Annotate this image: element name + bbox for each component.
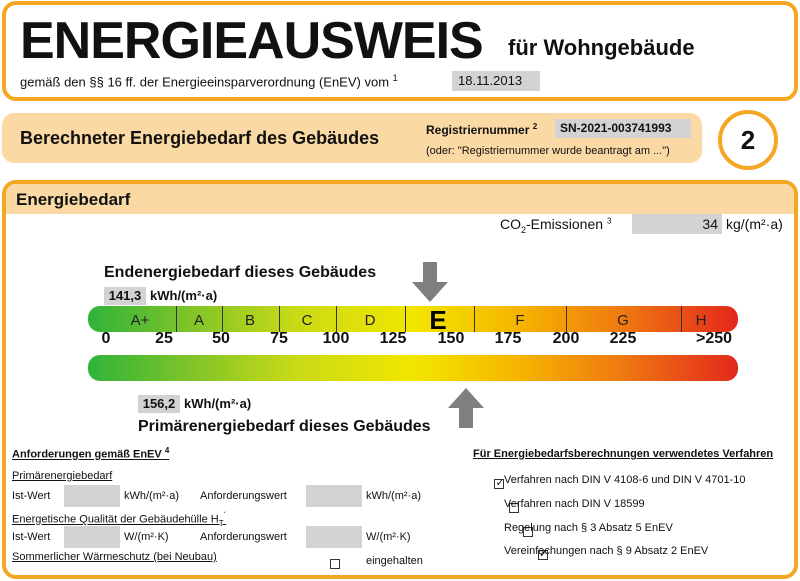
co2-suffix: -Emissionen bbox=[526, 216, 604, 232]
page-number-badge bbox=[718, 110, 778, 170]
scale-tick: 225 bbox=[609, 330, 637, 347]
header-box bbox=[2, 1, 798, 101]
primary-energy-unit: kWh/(m²·a) bbox=[184, 396, 252, 411]
end-energy-arrow-icon bbox=[412, 262, 448, 302]
class-label-e-current: E bbox=[429, 305, 447, 335]
class-label-b: B bbox=[244, 312, 256, 329]
energy-scale-bar-bottom bbox=[88, 355, 738, 381]
end-energy-value-field bbox=[104, 287, 146, 305]
primary-demand-heading: Primärenergiebedarf bbox=[12, 470, 113, 482]
scale-tick: 100 bbox=[322, 330, 350, 347]
energy-demand-header bbox=[6, 184, 794, 214]
scale-tick: 125 bbox=[379, 330, 407, 347]
procedure-checkbox-din4108[interactable] bbox=[494, 479, 504, 489]
class-label-a-plus: A+ bbox=[130, 312, 150, 329]
law-footnote: 1 bbox=[392, 73, 398, 83]
class-separator bbox=[474, 306, 475, 332]
co2-label-row bbox=[500, 216, 611, 235]
co2-value-field bbox=[632, 214, 722, 234]
page-number: 2 bbox=[740, 125, 756, 155]
primary-energy-value: 156,2 bbox=[142, 396, 176, 411]
quality-sub: T bbox=[218, 518, 224, 528]
co2-footnote: 3 bbox=[606, 216, 612, 226]
calculated-demand-title: Berechneter Energiebedarf des Gebäudes bbox=[20, 128, 380, 148]
class-label-h: H bbox=[695, 312, 707, 329]
scale-tick: 150 bbox=[437, 330, 465, 347]
scale-tick: 0 bbox=[101, 330, 111, 347]
energy-demand-title: Energiebedarf bbox=[16, 190, 131, 209]
class-label-d: D bbox=[364, 312, 376, 329]
quality-ist-label: Ist-Wert bbox=[12, 531, 51, 543]
summer-protection-checkbox-label: eingehalten bbox=[366, 555, 423, 567]
scale-tick: 50 bbox=[212, 330, 230, 347]
co2-unit: kg/(m²·a) bbox=[726, 216, 783, 232]
class-separator bbox=[222, 306, 223, 332]
end-energy-unit: kWh/(m²·a) bbox=[150, 288, 218, 303]
requirements-title: Anforderungen gemäß EnEV bbox=[12, 448, 162, 461]
end-energy-value: 141,3 bbox=[108, 288, 142, 303]
energy-scale-bar-top bbox=[88, 306, 738, 332]
quality-ist-field bbox=[64, 526, 120, 548]
primary-energy-value-field bbox=[138, 395, 180, 413]
page-subtitle: für Wohngebäude bbox=[508, 35, 695, 60]
co2-prefix: CO bbox=[500, 216, 521, 232]
class-separator bbox=[566, 306, 567, 332]
primary-anf-label: Anforderungswert bbox=[200, 490, 287, 502]
primary-energy-arrow-icon bbox=[448, 388, 484, 428]
summer-protection-label: Sommerlicher Wärmeschutz (bei Neubau) bbox=[12, 551, 217, 563]
class-label-a: A bbox=[193, 312, 205, 329]
calculated-demand-bar bbox=[2, 113, 702, 163]
procedure-label-regelung: Regelung nach § 3 Absatz 5 EnEV bbox=[504, 522, 673, 534]
class-separator bbox=[405, 306, 406, 332]
quality-anf-field bbox=[306, 526, 362, 548]
scale-tick: >250 bbox=[695, 330, 733, 347]
primary-anf-unit: kWh/(m²·a) bbox=[366, 490, 421, 502]
quality-anf-unit: W/(m²·K) bbox=[366, 531, 411, 543]
procedure-label-vereinfachungen: Vereinfachungen nach § 9 Absatz 2 EnEV bbox=[504, 545, 709, 557]
procedures-title: Für Energiebedarfsberechnungen verwendetes Verfahren bbox=[473, 448, 774, 460]
scale-tick: 200 bbox=[552, 330, 580, 347]
primary-ist-unit: kWh/(m²·a) bbox=[124, 490, 179, 502]
primary-ist-label: Ist-Wert bbox=[12, 490, 51, 502]
procedure-label-din18599: Verfahren nach DIN V 18599 bbox=[504, 498, 645, 510]
date-value: 18.11.2013 bbox=[458, 73, 523, 88]
requirements-title-row bbox=[12, 446, 169, 461]
law-text: gemäß den §§ 16 ff. der Energieeinsparverordnung (EnEV) vom bbox=[20, 74, 390, 90]
registration-number: SN-2021-003741993 bbox=[560, 121, 672, 135]
quality-prime: ´ bbox=[223, 511, 227, 520]
summer-protection-checkbox[interactable] bbox=[330, 559, 340, 569]
requirements-footnote: 4 bbox=[164, 446, 170, 455]
class-label-g: G bbox=[617, 312, 629, 329]
class-label-c: C bbox=[301, 312, 313, 329]
registration-label-row bbox=[426, 122, 537, 137]
law-text-row bbox=[20, 73, 398, 89]
scale-tick: 25 bbox=[155, 330, 173, 347]
class-separator bbox=[176, 306, 177, 332]
quality-ist-unit: W/(m²·K) bbox=[124, 531, 169, 543]
date-field bbox=[452, 71, 540, 91]
scale-tick: 175 bbox=[494, 330, 522, 347]
class-separator bbox=[279, 306, 280, 332]
primary-anf-field bbox=[306, 485, 362, 507]
page-title: ENERGIEAUSWEIS bbox=[20, 12, 483, 70]
registration-label: Registriernummer bbox=[426, 123, 530, 137]
class-label-f: F bbox=[515, 312, 525, 329]
quality-heading: Energetische Qualität der Gebäudehülle H bbox=[12, 513, 219, 526]
primary-ist-field bbox=[64, 485, 120, 507]
procedure-label-din4108: Verfahren nach DIN V 4108-6 und DIN V 4701-10 bbox=[504, 474, 746, 486]
registration-footnote: 2 bbox=[532, 122, 538, 131]
co2-value: 34 bbox=[702, 216, 718, 232]
quality-anf-label: Anforderungswert bbox=[200, 531, 287, 543]
end-energy-title: Endenergiebedarf dieses Gebäudes bbox=[104, 264, 377, 281]
class-separator bbox=[336, 306, 337, 332]
scale-tick: 75 bbox=[270, 330, 288, 347]
registration-note: (oder: "Registriernummer wurde beantragt am ...") bbox=[426, 145, 670, 157]
registration-number-field bbox=[555, 119, 691, 138]
class-separator bbox=[681, 306, 682, 332]
co2-sub: 2 bbox=[521, 224, 527, 235]
primary-energy-title: Primärenergiebedarf dieses Gebäudes bbox=[138, 418, 431, 435]
